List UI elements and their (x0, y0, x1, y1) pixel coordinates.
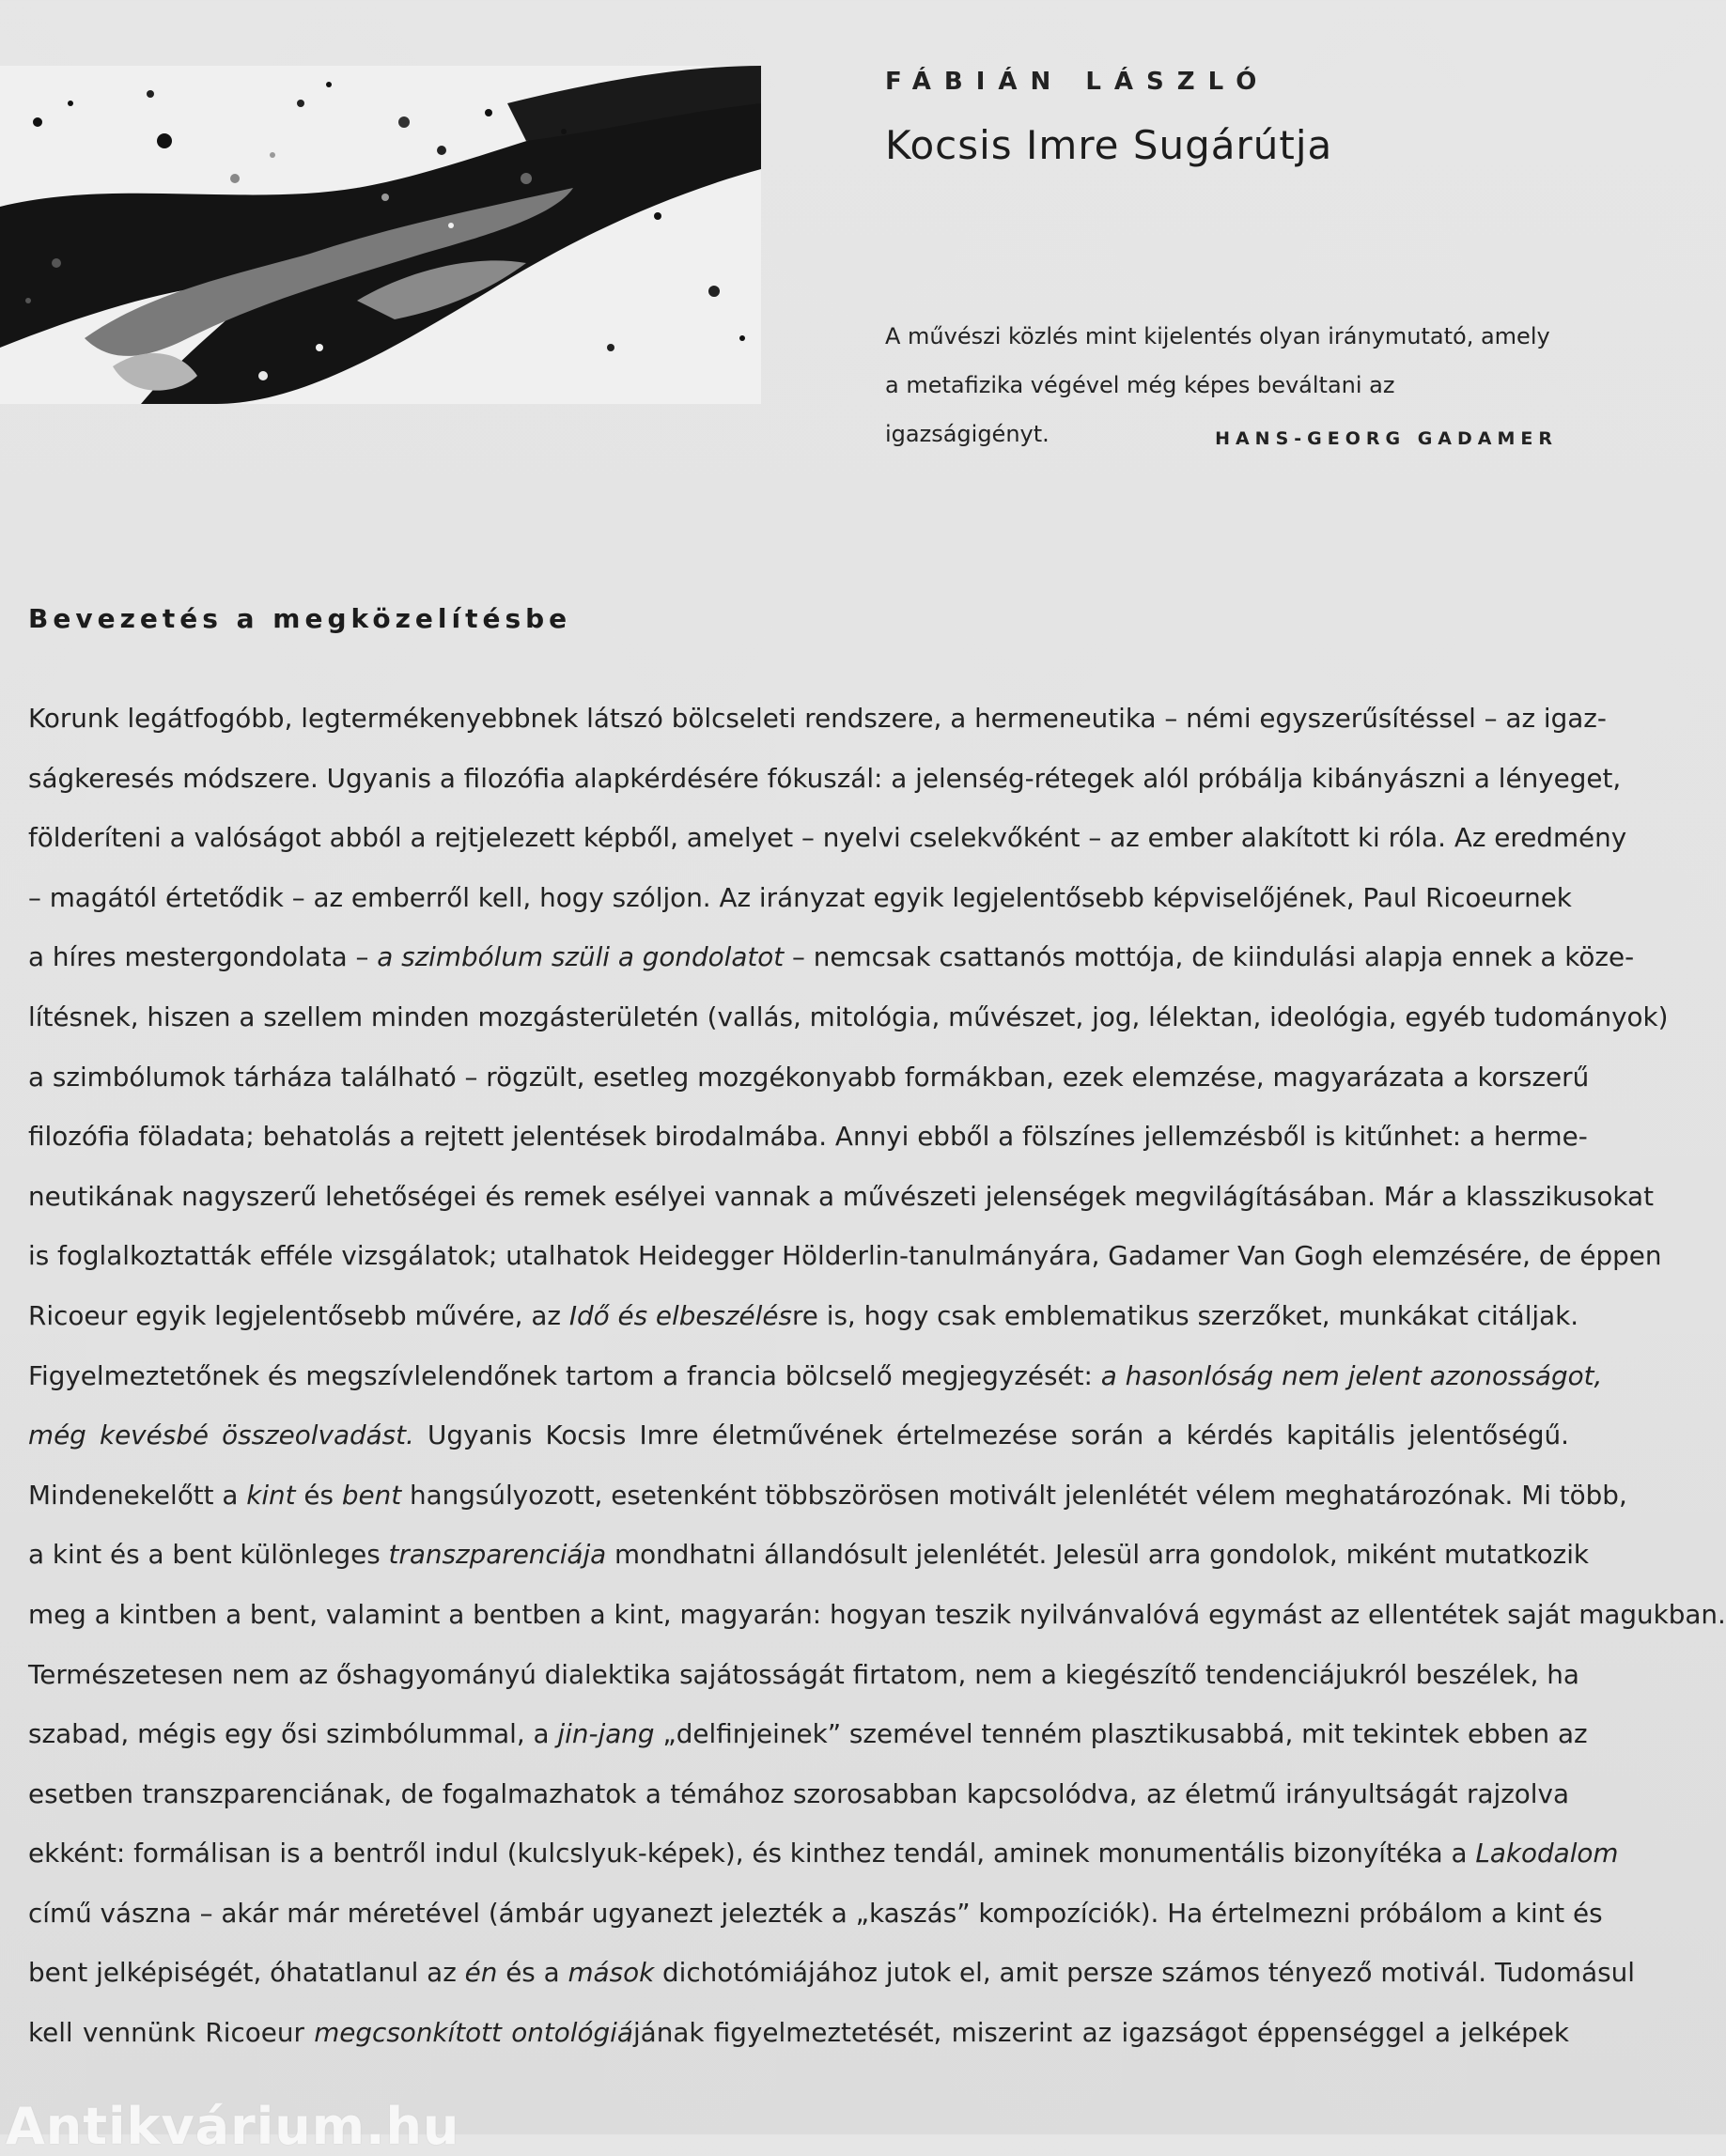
text-run: Figyelmeztetőnek és megszívlelendőnek tartom a francia bölcselő megjegyzését: (28, 1359, 1101, 1391)
text-run: földeríteni a valóságot abból a rejtjelezett képből, amelyet – nyelvi cselekvőként – az ember alakított ki róla. Az eredmény (28, 822, 1627, 854)
text-run: a híres mestergondolata – (28, 941, 378, 973)
body-line (28, 808, 1627, 868)
text-run: lítésnek, hiszen a szellem minden mozgásterületén (vallás, mitológia, művészet, jog, lélektan, ideológia, egyéb tudományok) (28, 1000, 1669, 1032)
italic-phrase: még kevésbé összeolvadást. (28, 1419, 414, 1451)
text-run: jának figyelmeztetését, miszerint az igazságot éppenséggel a jelképek (632, 2017, 1569, 2049)
author-name: FÁBIÁN LÁSZLÓ (885, 68, 1270, 96)
body-text (28, 689, 1726, 2063)
text-run: és (295, 1479, 342, 1511)
body-line (28, 1286, 1579, 1346)
text-run: ekként: formálisan is a bentről indul (kulcslyuk-képek), és kinthez tendál, aminek monumentális bizonyítéka a (28, 1838, 1476, 1869)
text-run: és a (497, 1957, 568, 1989)
artwork-image (0, 66, 761, 404)
text-run: Természetesen nem az őshagyományú dialektika sajátosságát firtatom, nem a kiegészítő tendenciájukról beszélek, ha (28, 1658, 1579, 1690)
section-heading: Bevezetés a megközelítésbe (28, 603, 572, 634)
text-run: neutikának nagyszerű lehetőségei és remek esélyei vannak a művészeti jelenségek megvilágításában. Már a klasszikusokat (28, 1180, 1654, 1212)
text-run: – nemcsak csattanós mottója, de kiindulási alapja ennek a köze- (784, 941, 1635, 973)
text-run: meg a kintben a bent, valamint a bentben a kint, magyarán: hogyan teszik nyilvánvalóvá egymást az ellentétek saját magukban. (28, 1598, 1726, 1630)
text-run: is foglalkoztatták efféle vizsgálatok; utalhatok Heidegger Hölderlin-tanulmányára, Gadamer Van Gogh elemzésére, de éppen (28, 1240, 1662, 1272)
text-run: Korunk legátfogóbb, legtermékenyebbnek látszó bölcseleti rendszere, a hermeneutika – némi egyszerűsítéssel – az igaz- (28, 703, 1607, 734)
body-line (28, 1764, 1569, 1824)
text-run: filozófia föladata; behatolás a rejtett jelentések birodalmába. Annyi ebből a fölszínes jellemzésből is kitűnhet: a herme- (28, 1121, 1588, 1153)
text-run: – magától értetődik – az emberről kell, hogy szóljon. Az irányzat egyik legjelentősebb képviselőjének, Paul Ricoeurnek (28, 881, 1572, 913)
body-line (28, 1466, 1627, 1526)
italic-phrase: bent (341, 1479, 402, 1511)
text-run: a szimbólumok tárháza található – rögzült, esetleg mozgékonyabb formákban, ezek elemzése, magyarázata a korszerű (28, 1061, 1590, 1093)
italic-phrase: a hasonlóság nem jelent azonosságot, (1100, 1359, 1603, 1391)
body-line (28, 1167, 1654, 1227)
epigraph-line: a metafizika végével még képes beváltani az igazságigényt. (885, 372, 1395, 447)
epigraph-line: A művészi közlés mint kijelentés olyan iránymutató, amely (885, 323, 1550, 349)
body-line (28, 1405, 1569, 1466)
italic-phrase: transzparenciája (388, 1539, 607, 1571)
text-run: a kint és a bent különleges (28, 1539, 389, 1571)
italic-phrase: Lakodalom (1475, 1838, 1619, 1869)
body-line (28, 2003, 1569, 2063)
text-run: hangsúlyozott, esetenként többszörösen motivált jelenlétét vélem meghatározónak. Mi több, (401, 1479, 1627, 1511)
italic-phrase: én (464, 1957, 498, 1989)
text-run: bent jelképiségét, óhatatlanul az (28, 1957, 465, 1989)
text-run: mondhatni állandósult jelenlétét. Jelesül arra gondolok, miként mutatkozik (606, 1539, 1590, 1571)
text-run: „delfinjeinek” szemével tenném plasztikusabbá, mit tekintek ebben az (654, 1718, 1588, 1750)
body-line (28, 1107, 1588, 1167)
body-line (28, 1047, 1590, 1108)
body-line (28, 749, 1622, 809)
article-title: Kocsis Imre Sugárútja (885, 122, 1333, 168)
text-run: Mindenekelőtt a (28, 1479, 247, 1511)
text-run: kell vennünk Ricoeur (28, 2017, 315, 2049)
italic-phrase: kint (246, 1479, 296, 1511)
body-line (28, 1704, 1588, 1764)
body-line (28, 987, 1669, 1047)
body-line (28, 1585, 1726, 1645)
body-line (28, 1645, 1579, 1705)
body-line (28, 1943, 1635, 2003)
body-line (28, 1823, 1619, 1884)
text-run: című vászna – akár már méretével (ámbár ugyanezt jelezték a „kaszás” kompozíciók). Ha értelmezni próbálom a kint és (28, 1897, 1603, 1929)
text-run: Ricoeur egyik legjelentősebb művére, az (28, 1299, 569, 1331)
epigraph-author: HANS-GEORG GADAMER (1215, 428, 1558, 449)
text-run: ságkeresés módszere. Ugyanis a filozófia alapkérdésére fókuszál: a jelenség-rétegek alól próbálja kibányászni a lényeget, (28, 762, 1622, 794)
body-line (28, 1346, 1603, 1406)
italic-phrase: Idő és elbeszélés (568, 1299, 792, 1331)
italic-phrase: a szimbólum szüli a gondolatot (377, 941, 785, 973)
italic-phrase: megcsonkított ontológiá (314, 2017, 633, 2049)
body-line (28, 868, 1572, 928)
body-line (28, 1884, 1603, 1944)
body-line (28, 689, 1607, 749)
body-line (28, 1525, 1590, 1585)
body-line (28, 927, 1635, 987)
italic-phrase: jin-jang (557, 1718, 655, 1750)
abstract-painting-icon (0, 66, 761, 404)
body-line (28, 1226, 1662, 1286)
text-run: Ugyanis Kocsis Imre életművének értelmezése során a kérdés kapitális jelentőségű. (413, 1419, 1570, 1451)
italic-phrase: mások (568, 1957, 655, 1989)
text-run: re is, hogy csak emblematikus szerzőket, munkákat citáljak. (791, 1299, 1579, 1331)
text-run: szabad, mégis egy ősi szimbólummal, a (28, 1718, 558, 1750)
text-run: esetben transzparenciának, de fogalmazhatok a témához szorosabban kapcsolódva, az életmű irányultságát rajzolva (28, 1777, 1569, 1809)
text-run: dichotómiájához jutok el, amit persze számos tényező motivál. Tudomásul (654, 1957, 1635, 1989)
watermark-text: Antikvárium.hu (6, 2097, 460, 2156)
